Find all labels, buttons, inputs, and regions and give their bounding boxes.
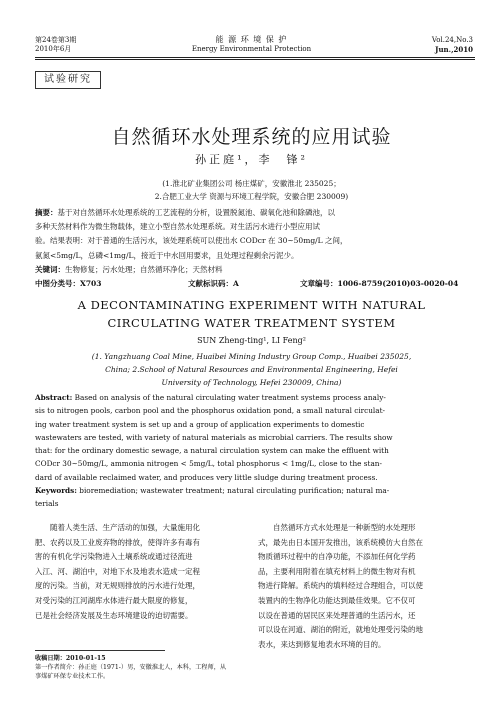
abstract-en-line: sis to nitrogen pools, carbon pool and the phosphorus oxidation pond, a small natural circulat- — [35, 406, 386, 416]
body-paragraph-line: 已是社会经济发展及生态环境建设的迫切需要。 — [35, 610, 193, 620]
keywords-en-line: bioremediation; wastewater treatment; natural circulating purification; natural ma- — [79, 486, 390, 496]
abstract-en-line: dard of available reclaimed water, and produces very little sludge during treatment process. — [35, 472, 378, 482]
keywords-cn-label: 关键词： — [35, 264, 65, 274]
journal-name-en: Energy Environmental Protection — [191, 45, 312, 53]
abstract-cn-line: 基于对自然循环水处理系统的工艺流程的分析，设置脱氮池、碳氧化池和除磷池，以 — [57, 208, 335, 217]
article-title-cn: 自然循环水处理系统的应用试验 — [111, 126, 392, 148]
abstract-cn-line: 氨氮<5mg/L，总磷<1mg/L，接近于中水回用要求，且处理过程剩余污泥少。 — [35, 250, 299, 260]
abstract-cn-label: 摘要： — [35, 208, 58, 217]
keywords-en-label: Keywords: — [35, 486, 77, 496]
authors-en: SUN Zheng-ting¹, LI Feng² — [197, 336, 306, 345]
header-rule — [35, 57, 475, 58]
abstract-en-line: ing water treatment system is set up and a group of application experiments to domestic — [35, 419, 365, 429]
article-title-en-2: CIRCULATING WATER TREATMENT SYSTEM — [107, 316, 396, 330]
author-bio: 第一作者简介：孙正庭（1971-）男，安徽淮北人，本科，工程师，从 — [35, 664, 227, 671]
body-right-column — [258, 521, 473, 652]
body-paragraph-line: 表水，来达到修复地表水环境的目的。 — [258, 639, 386, 649]
body-paragraph-line: 物进行降解。系统内的填料经过合理组合，可以使 — [258, 581, 423, 591]
abstract-en-label: Abstract: — [35, 393, 73, 402]
header-rule-2 — [35, 59, 475, 60]
body-paragraph-line: 可以设在河道、湖泊的附近，就地处理受污染的地 — [258, 625, 423, 635]
authors-cn: 孙正庭¹，李 锋² — [195, 153, 308, 166]
volume-issue-en: Vol.24,No.3 — [431, 36, 473, 44]
affiliation-en-1: (1. Yangzhuang Coal Mine, Huaibei Mining Industry Group Comp., Huaibei 235025, — [91, 352, 412, 361]
affiliation-cn-1: (1.淮北矿业集团公司 杨庄煤矿，安徽淮北 235025； — [162, 179, 341, 188]
volume-issue-cn: 第24卷第3期 — [35, 36, 77, 44]
article-number: 文章编号：1006-8759(2010)03-0020-04 — [300, 279, 459, 288]
abstract-cn — [35, 206, 475, 277]
keywords-en-line: terials — [35, 499, 59, 509]
journal-name-cn: 能 源 环 境 保 护 — [215, 35, 288, 44]
section-label: 试验研究 — [35, 71, 101, 89]
received-date: 收稿日期：2010-01-15 — [35, 655, 106, 662]
abstract-cn-line: 验。结果表明：对于普通的生活污水，该处理系统可以使出水 CODcr 在 30~50mg/L 之间， — [35, 236, 348, 246]
body-left-column — [35, 521, 247, 623]
body-paragraph-line: 装置内的生物净化功能达到最佳效果。它不仅可 — [258, 595, 416, 605]
date-en: Jun.,2010 — [435, 45, 473, 54]
body-paragraph-line: 自然循环方式水处理是一种新型的水处理形 — [273, 523, 416, 532]
date-cn: 2010年6月 — [35, 45, 72, 53]
body-paragraph-line: 式，最先由日本国开发推出，该系统模仿大自然在 — [258, 537, 423, 547]
affiliation-cn-2: 2.合肥工业大学 资源与环境工程学院，安徽合肥 230009) — [154, 192, 349, 201]
body-paragraph-line: 品，主要利用附着在填充材料上的微生物对有机 — [258, 566, 416, 576]
body-paragraph-line: 随着人类生活、生产活动的加强，大量施用化 — [50, 523, 200, 532]
article-title-en-1: A DECONTAMINATING EXPERIMENT WITH NATURAL — [77, 298, 426, 312]
clc-number: 中图分类号：X703 — [35, 279, 102, 288]
body-paragraph-line: 度的污染。当前，对无规则排放的污水进行处理， — [35, 581, 200, 591]
body-paragraph-line: 物质循环过程中的自净功能，不添加任何化学药 — [258, 552, 416, 562]
abstract-en-line: CODcr 30~50mg/L, ammonia nitrogen < 5mg/L, total phosphorus < 1mg/L, close to the stan- — [35, 459, 382, 469]
abstract-en — [35, 391, 475, 511]
abstract-cn-line: 多种天然材料作为微生物载体，建立小型自然水处理系统。对生活污水进行小型应用试 — [35, 222, 320, 232]
keywords-cn: 生物修复；污水处理；自然循环净化；天然材料 — [65, 264, 223, 274]
body-paragraph-line: 入江、河、湖泊中，对地下水及地表水造成一定程 — [35, 566, 200, 576]
footnote-rule — [35, 650, 165, 651]
document-code: 文献标识码：A — [188, 279, 239, 288]
body-paragraph-line: 害的有机化学污染物进入土壤系统或通过径流进 — [35, 552, 193, 562]
abstract-en-line: that: for the ordinary domestic sewage, a natural circulation system can make the effluent with — [35, 446, 389, 456]
body-paragraph-line: 肥、农药以及工业废弃物的排放，使得许多有毒有 — [35, 537, 200, 547]
body-paragraph-line: 对受污染的江河湖库水体进行最大限度的修复， — [35, 595, 193, 605]
body-paragraph-line: 以设在普通的居民区来处理普通的生活污水，还 — [258, 610, 416, 620]
author-bio-2: 事煤矿环保专业技术工作。 — [35, 673, 110, 680]
affiliation-en-3: University of Technology, Hefei 230009, China) — [161, 378, 342, 387]
abstract-en-line: wastewaters are tested, with variety of natural materials as microbial carriers. The results show — [35, 432, 393, 442]
footnote — [35, 654, 250, 681]
affiliation-en-2: China; 2.School of Natural Resources and Environmental Engineering, Hefei — [105, 365, 398, 374]
abstract-en-line: Based on analysis of the natural circulating water treatment systems process analy- — [74, 393, 386, 402]
